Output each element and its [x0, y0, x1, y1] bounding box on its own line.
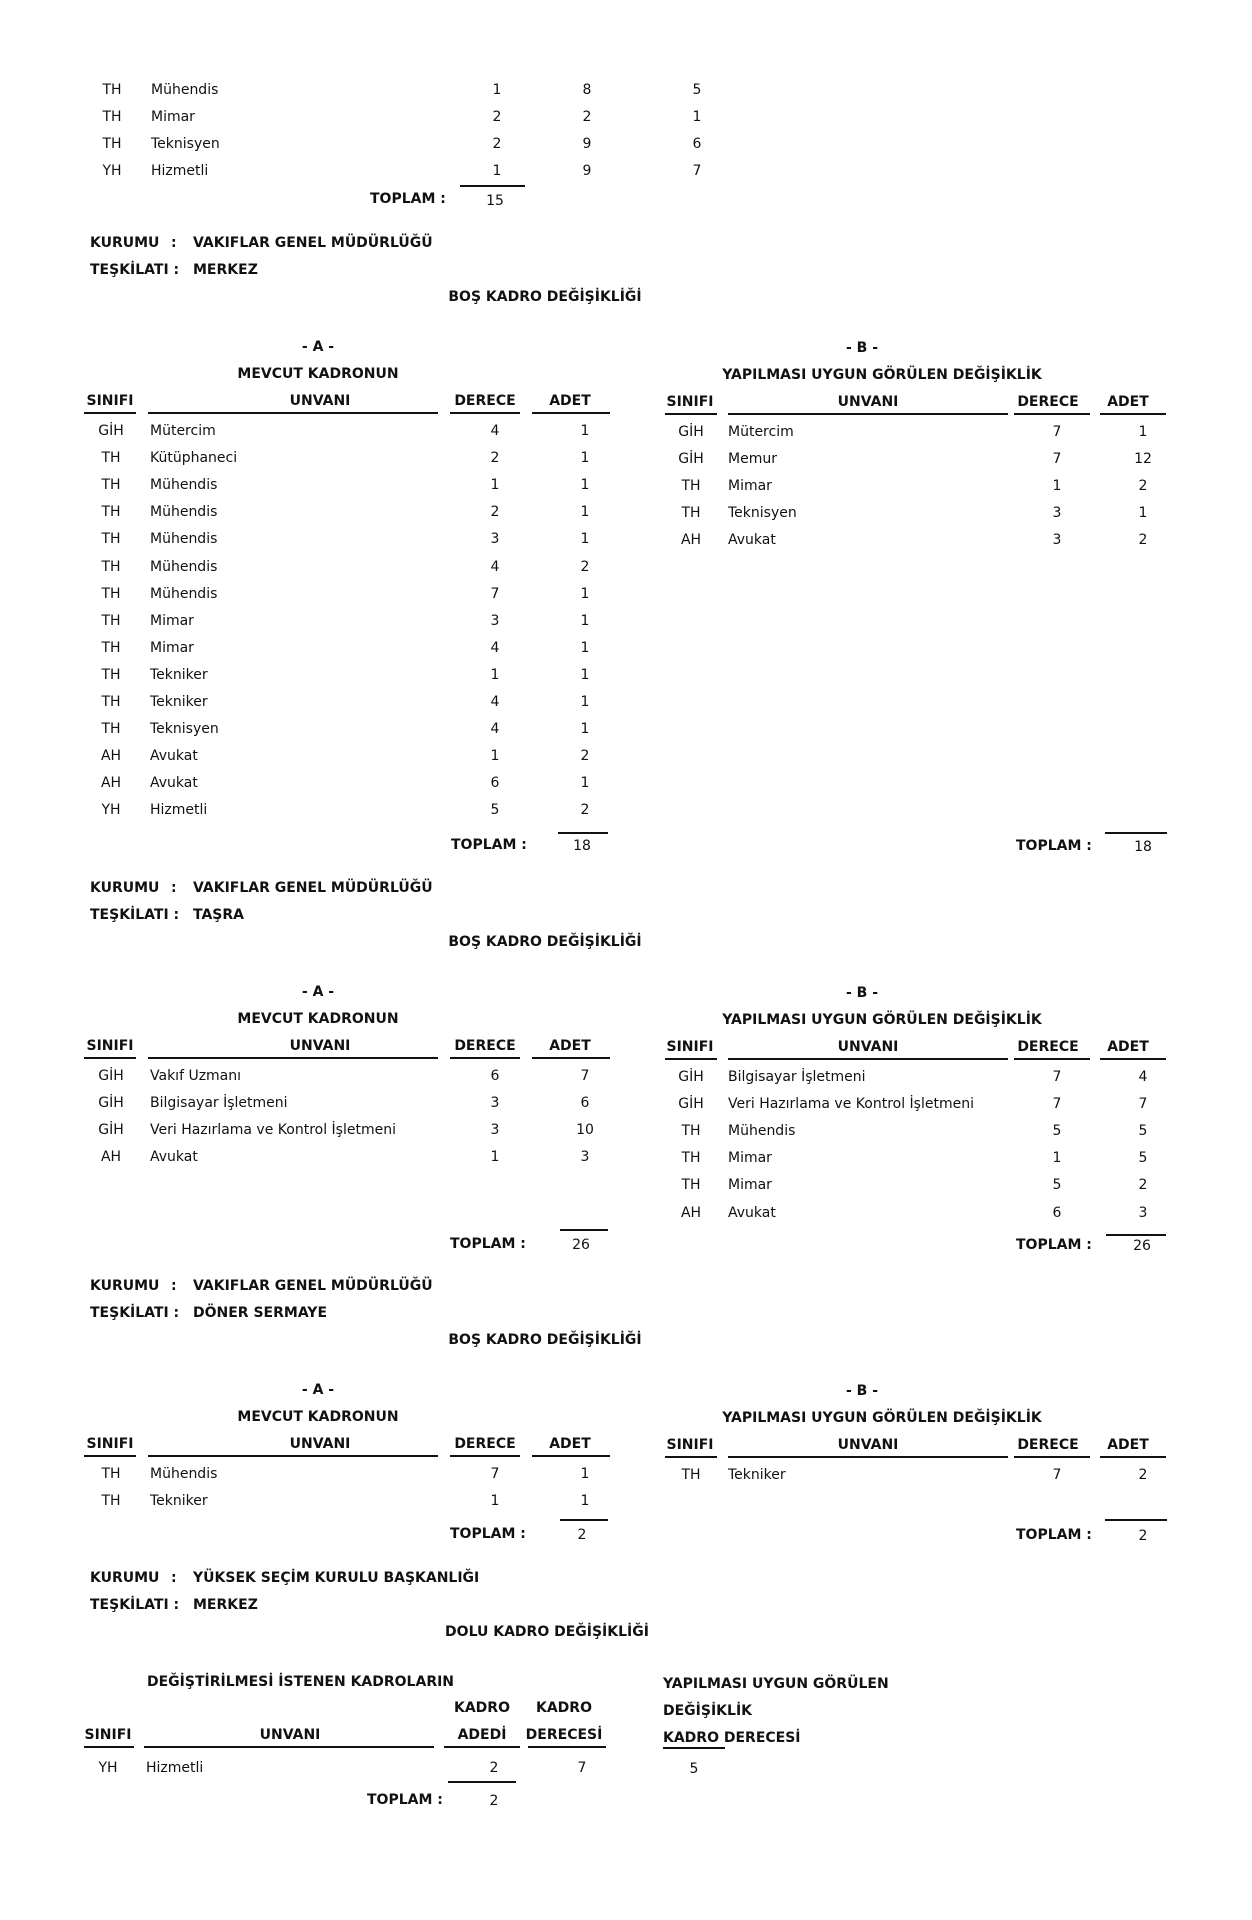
column-a-heading: MEVCUT KADRONUN [237, 1409, 399, 1425]
kurumu-value: VAKIFLAR GENEL MÜDÜRLÜĞÜ [193, 235, 433, 251]
row-adet: 1 [580, 666, 590, 683]
row-adet: 1 [580, 477, 590, 494]
row-adedi: 2 [489, 1760, 499, 1776]
column-a-heading: MEVCUT KADRONUN [237, 1011, 399, 1027]
row-derece: 4 [490, 558, 500, 575]
total-label: TOPLAM : [451, 837, 527, 853]
row-rule [448, 1781, 516, 1783]
header-rule [148, 412, 438, 414]
row-derece: 3 [490, 531, 500, 548]
row-derece: 5 [1052, 1177, 1062, 1194]
row-sinif: TH [681, 1177, 701, 1194]
row-unvan: Mimar [150, 639, 194, 656]
row-unvan: Memur [728, 451, 777, 468]
row-unvan: Mühendis [151, 82, 219, 98]
header-rule [728, 1456, 1008, 1458]
row-adet: 1 [580, 1466, 590, 1482]
total-value: 2 [489, 1793, 499, 1809]
total-rule [560, 1229, 608, 1231]
header-derece: DERECE [454, 1436, 516, 1452]
teskilati-label: TEŞKİLATI : [90, 1597, 180, 1613]
row-sinif: TH [101, 666, 121, 683]
row-sinif: TH [102, 136, 122, 152]
total-value: 2 [1138, 1528, 1148, 1544]
column-a-marker: - A - [301, 339, 335, 355]
header-rule [1014, 1456, 1090, 1458]
section-title: BOŞ KADRO DEĞİŞİKLİĞİ [448, 289, 642, 305]
row-adet: 6 [580, 1095, 590, 1112]
row-sinif: YH [98, 1760, 118, 1776]
header-rule [532, 1057, 610, 1059]
header-rule [1100, 1456, 1166, 1458]
header-rule [1014, 413, 1090, 415]
header-rule [665, 413, 717, 415]
row-value: 8 [582, 82, 592, 98]
header-unvani: UNVANI [837, 1437, 899, 1453]
column-b-marker: - B - [845, 1383, 879, 1399]
row-value: 1 [692, 109, 702, 125]
row-derece: 1 [1052, 1150, 1062, 1167]
total-label: TOPLAM : [450, 1526, 526, 1542]
row-adet: 3 [580, 1149, 590, 1166]
header-unvani: UNVANI [289, 1038, 351, 1054]
row-value: 7 [692, 163, 702, 179]
column-b-marker: - B - [845, 340, 879, 356]
header-rule [148, 1455, 438, 1457]
row-unvan: Kütüphaneci [150, 450, 238, 467]
teskilati-value: MERKEZ [193, 1597, 258, 1613]
row-adet: 3 [1138, 1204, 1148, 1221]
row-derece: 1 [490, 477, 500, 494]
row-sinif: TH [102, 109, 122, 125]
row-adet: 5 [1138, 1150, 1148, 1167]
row-sinif: TH [101, 1493, 121, 1510]
row-adet: 4 [1138, 1069, 1148, 1085]
row-unvan: Tekniker [150, 1493, 208, 1510]
row-derece: 7 [1052, 451, 1062, 468]
row-sinif: AH [100, 775, 122, 792]
row-adet: 1 [580, 423, 590, 439]
row-derece: 3 [490, 1095, 500, 1112]
row-derecesi: 7 [577, 1760, 587, 1776]
row-value: 1 [492, 163, 502, 179]
row-sinif: TH [681, 505, 701, 522]
header-rule [450, 412, 520, 414]
row-unvan: Mütercim [728, 424, 794, 440]
row-sinif: TH [681, 478, 701, 495]
row-sinif: GİH [678, 424, 704, 440]
row-derece: 3 [490, 612, 500, 629]
header-rule [444, 1746, 520, 1748]
header-unvani: UNVANI [837, 394, 899, 410]
row-unvan: Avukat [728, 532, 776, 549]
column-a-heading: MEVCUT KADRONUN [237, 366, 399, 382]
header-rule [84, 1057, 136, 1059]
header-adet: ADET [1107, 394, 1149, 410]
row-value: 2 [492, 136, 502, 152]
header-derece: DERECE [1017, 1437, 1079, 1453]
row-sinif: GİH [678, 1096, 704, 1113]
total-label: TOPLAM : [450, 1236, 526, 1252]
header-rule [450, 1057, 520, 1059]
row-derece: 7 [1052, 1096, 1062, 1113]
row-adet: 1 [1138, 505, 1148, 522]
total-value: 2 [577, 1527, 587, 1543]
row-sinif: GİH [678, 1069, 704, 1085]
header-rule [528, 1746, 606, 1748]
kurumu-value: VAKIFLAR GENEL MÜDÜRLÜĞÜ [193, 1278, 433, 1294]
row-unvan: Bilgisayar İşletmeni [728, 1069, 866, 1085]
header-adet: ADET [549, 393, 591, 409]
kurumu-value: YÜKSEK SEÇİM KURULU BAŞKANLIĞI [193, 1570, 480, 1586]
row-derece: 3 [1052, 532, 1062, 549]
row-sinif: TH [101, 1466, 121, 1482]
row-derece: 2 [490, 504, 500, 521]
header-derece: DERECE [454, 393, 516, 409]
row-unvan: Mühendis [150, 585, 218, 602]
row-sinif: AH [680, 1204, 702, 1221]
section-title: BOŞ KADRO DEĞİŞİKLİĞİ [448, 934, 642, 950]
header-rule [532, 412, 610, 414]
header-kadro: KADRO [536, 1700, 592, 1716]
header-adet: ADET [549, 1436, 591, 1452]
row-unvan: Veri Hazırlama ve Kontrol İşletmeni [150, 1122, 396, 1139]
row-unvan: Avukat [150, 1149, 198, 1166]
kurumu-label: KURUMU [90, 235, 160, 251]
row-sinif: GİH [98, 1068, 124, 1084]
column-b-heading: YAPILMASI UYGUN GÖRÜLEN DEĞİŞİKLİK [722, 1410, 1042, 1426]
section-title: DOLU KADRO DEĞİŞİKLİĞİ [445, 1624, 649, 1640]
header-rule [84, 412, 136, 414]
colon: : [171, 1570, 177, 1586]
header-adet: ADET [549, 1038, 591, 1054]
row-adet: 1 [580, 721, 590, 738]
header-rule [665, 1456, 717, 1458]
header-derecesi: DERECESİ [525, 1727, 603, 1743]
header-adet: ADET [1107, 1039, 1149, 1055]
header-rule [144, 1746, 434, 1748]
total-rule [1106, 1234, 1166, 1236]
total-rule [558, 832, 608, 834]
total-rule [1105, 1519, 1167, 1521]
row-value: 2 [492, 109, 502, 125]
row-sinif: TH [681, 1467, 701, 1483]
row-adet: 1 [1138, 424, 1148, 440]
header-sinifi: SINIFI [86, 393, 134, 409]
row-unvan: Teknisyen [150, 721, 219, 738]
row-unvan: Mühendis [150, 477, 218, 494]
row-unvan: Mimar [728, 478, 772, 495]
row-unvan: Teknisyen [151, 136, 220, 152]
total-value: 26 [572, 1237, 590, 1253]
row-derece: 7 [490, 585, 500, 602]
row-unvan: Bilgisayar İşletmeni [150, 1095, 288, 1112]
row-sinif: TH [101, 531, 121, 548]
header-rule [148, 1057, 438, 1059]
row-sinif: YH [101, 802, 121, 819]
row-derece: 5 [1052, 1123, 1062, 1140]
total-label: TOPLAM : [1016, 838, 1092, 854]
row-unvan: Hizmetli [146, 1760, 204, 1776]
header-sinifi: SINIFI [86, 1038, 134, 1054]
colon: : [171, 1278, 177, 1294]
header-derece: DERECE [454, 1038, 516, 1054]
row-sinif: TH [101, 504, 121, 521]
row-derece: 1 [490, 1149, 500, 1166]
row-adet: 5 [1138, 1123, 1148, 1140]
row-adet: 2 [1138, 532, 1148, 549]
row-unvan: Hizmetli [150, 802, 208, 819]
column-b-marker: - B - [845, 985, 879, 1001]
row-value: 9 [582, 136, 592, 152]
row-adet: 2 [580, 748, 590, 765]
row-sinif: AH [100, 748, 122, 765]
total-value: 15 [486, 193, 504, 209]
header-rule [1100, 1058, 1166, 1060]
row-sinif: TH [681, 1123, 701, 1140]
row-derece: 4 [490, 423, 500, 439]
row-unvan: Avukat [150, 775, 198, 792]
teskilati-value: TAŞRA [193, 907, 244, 923]
header-rule [728, 413, 1008, 415]
row-unvan: Mühendis [150, 504, 218, 521]
header-rule [728, 1058, 1008, 1060]
row-adet: 2 [580, 802, 590, 819]
row-unvan: Mimar [728, 1177, 772, 1194]
row-unvan: Hizmetli [151, 163, 209, 179]
header-adet: ADET [1107, 1437, 1149, 1453]
header-sinifi: SINIFI [86, 1436, 134, 1452]
row-derece: 1 [1052, 478, 1062, 495]
row-sinif: GİH [678, 451, 704, 468]
row-adet: 2 [1138, 1177, 1148, 1194]
row-unvan: Vakıf Uzmanı [150, 1068, 242, 1084]
row-unvan: Avukat [150, 748, 198, 765]
row-unvan: Veri Hazırlama ve Kontrol İşletmeni [728, 1096, 974, 1113]
row-adet: 7 [580, 1068, 590, 1084]
row-derece: 2 [490, 450, 500, 467]
row-adet: 1 [580, 1493, 590, 1510]
kurumu-label: KURUMU [90, 1278, 160, 1294]
row-derece: 1 [490, 748, 500, 765]
row-sinif: TH [101, 721, 121, 738]
total-label: TOPLAM : [367, 1792, 443, 1808]
total-value: 26 [1133, 1238, 1151, 1254]
row-value: 9 [582, 163, 592, 179]
header-unvani: UNVANI [259, 1727, 321, 1743]
row-sinif: YH [102, 163, 122, 179]
header-rule [84, 1455, 136, 1457]
row-adet: 2 [1138, 1467, 1148, 1483]
header-rule [84, 1746, 134, 1748]
teskilati-value: DÖNER SERMAYE [193, 1305, 328, 1321]
row-yeni-derece: 5 [689, 1761, 699, 1777]
row-sinif: TH [101, 612, 121, 629]
row-sinif: TH [101, 477, 121, 494]
row-unvan: Mühendis [150, 531, 218, 548]
header-rule [532, 1455, 610, 1457]
row-value: 1 [492, 82, 502, 98]
right-head-2: DEĞİŞİKLİK [663, 1703, 753, 1719]
row-derece: 6 [1052, 1204, 1062, 1221]
row-unvan: Mimar [151, 109, 195, 125]
row-adet: 10 [576, 1122, 594, 1139]
row-value: 5 [692, 82, 702, 98]
row-adet: 1 [580, 504, 590, 521]
row-unvan: Tekniker [728, 1467, 786, 1483]
row-value: 6 [692, 136, 702, 152]
total-rule [1105, 832, 1167, 834]
row-sinif: AH [100, 1149, 122, 1166]
row-sinif: TH [681, 1150, 701, 1167]
total-value: 18 [573, 838, 591, 854]
row-derece: 7 [490, 1466, 500, 1482]
row-adet: 2 [1138, 478, 1148, 495]
section-title: BOŞ KADRO DEĞİŞİKLİĞİ [448, 1332, 642, 1348]
row-unvan: Mimar [728, 1150, 772, 1167]
row-derece: 1 [490, 666, 500, 683]
row-sinif: AH [680, 532, 702, 549]
row-derece: 5 [490, 802, 500, 819]
teskilati-label: TEŞKİLATI : [90, 262, 180, 278]
row-adet: 1 [580, 531, 590, 548]
row-derece: 7 [1052, 424, 1062, 440]
row-unvan: Tekniker [150, 666, 208, 683]
header-derece: DERECE [1017, 394, 1079, 410]
column-b-heading: YAPILMASI UYGUN GÖRÜLEN DEĞİŞİKLİK [722, 367, 1042, 383]
kurumu-value: VAKIFLAR GENEL MÜDÜRLÜĞÜ [193, 880, 433, 896]
kurumu-label: KURUMU [90, 880, 160, 896]
row-sinif: GİH [98, 1095, 124, 1112]
row-unvan: Mimar [150, 612, 194, 629]
row-unvan: Mühendis [728, 1123, 796, 1140]
total-value: 18 [1134, 839, 1152, 855]
total-label: TOPLAM : [1016, 1237, 1092, 1253]
row-derece: 4 [490, 694, 500, 710]
row-adet: 1 [580, 450, 590, 467]
header-unvani: UNVANI [837, 1039, 899, 1055]
header-sinifi: SINIFI [84, 1727, 132, 1743]
row-unvan: Mühendis [150, 558, 218, 575]
row-sinif: TH [101, 558, 121, 575]
header-rule [663, 1747, 725, 1749]
header-rule [665, 1058, 717, 1060]
row-sinif: GİH [98, 423, 124, 439]
row-adet: 1 [580, 694, 590, 710]
row-derece: 7 [1052, 1467, 1062, 1483]
row-derece: 3 [490, 1122, 500, 1139]
row-adet: 1 [580, 585, 590, 602]
header-sinifi: SINIFI [666, 394, 714, 410]
row-derece: 6 [490, 775, 500, 792]
row-derece: 7 [1052, 1069, 1062, 1085]
header-adedi: ADEDİ [457, 1727, 507, 1743]
row-derece: 3 [1052, 505, 1062, 522]
row-unvan: Avukat [728, 1204, 776, 1221]
header-rule [1100, 413, 1166, 415]
header-derece: DERECE [1017, 1039, 1079, 1055]
colon: : [171, 880, 177, 896]
row-sinif: TH [102, 82, 122, 98]
head-left: DEĞİŞTİRİLMESİ İSTENEN KADROLARIN [147, 1674, 455, 1690]
row-derece: 1 [490, 1493, 500, 1510]
row-sinif: GİH [98, 1122, 124, 1139]
teskilati-label: TEŞKİLATI : [90, 907, 180, 923]
header-sinifi: SINIFI [666, 1039, 714, 1055]
total-rule [560, 1519, 608, 1521]
row-adet: 12 [1134, 451, 1152, 468]
total-label: TOPLAM : [370, 191, 446, 207]
row-adet: 7 [1138, 1096, 1148, 1113]
row-derece: 4 [490, 721, 500, 738]
row-sinif: TH [101, 639, 121, 656]
row-value: 2 [582, 109, 592, 125]
kurumu-label: KURUMU [90, 1570, 160, 1586]
row-derece: 6 [490, 1068, 500, 1084]
column-b-heading: YAPILMASI UYGUN GÖRÜLEN DEĞİŞİKLİK [722, 1012, 1042, 1028]
row-sinif: TH [101, 450, 121, 467]
row-sinif: TH [101, 694, 121, 710]
row-unvan: Tekniker [150, 694, 208, 710]
row-unvan: Teknisyen [728, 505, 797, 522]
header-unvani: UNVANI [289, 393, 351, 409]
header-kadro: KADRO [454, 1700, 510, 1716]
header-unvani: UNVANI [289, 1436, 351, 1452]
right-head-1: YAPILMASI UYGUN GÖRÜLEN [663, 1676, 889, 1692]
row-unvan: Mühendis [150, 1466, 218, 1482]
row-unvan: Mütercim [150, 423, 216, 439]
row-derece: 4 [490, 639, 500, 656]
teskilati-value: MERKEZ [193, 262, 258, 278]
row-adet: 2 [580, 558, 590, 575]
header-sinifi: SINIFI [666, 1437, 714, 1453]
teskilati-label: TEŞKİLATI : [90, 1305, 180, 1321]
right-head-3: KADRO DERECESİ [663, 1730, 801, 1746]
colon: : [171, 235, 177, 251]
total-rule [460, 185, 525, 187]
header-rule [450, 1455, 520, 1457]
total-label: TOPLAM : [1016, 1527, 1092, 1543]
row-adet: 1 [580, 612, 590, 629]
row-adet: 1 [580, 639, 590, 656]
row-sinif: TH [101, 585, 121, 602]
column-a-marker: - A - [301, 1382, 335, 1398]
header-rule [1014, 1058, 1090, 1060]
column-a-marker: - A - [301, 984, 335, 1000]
row-adet: 1 [580, 775, 590, 792]
